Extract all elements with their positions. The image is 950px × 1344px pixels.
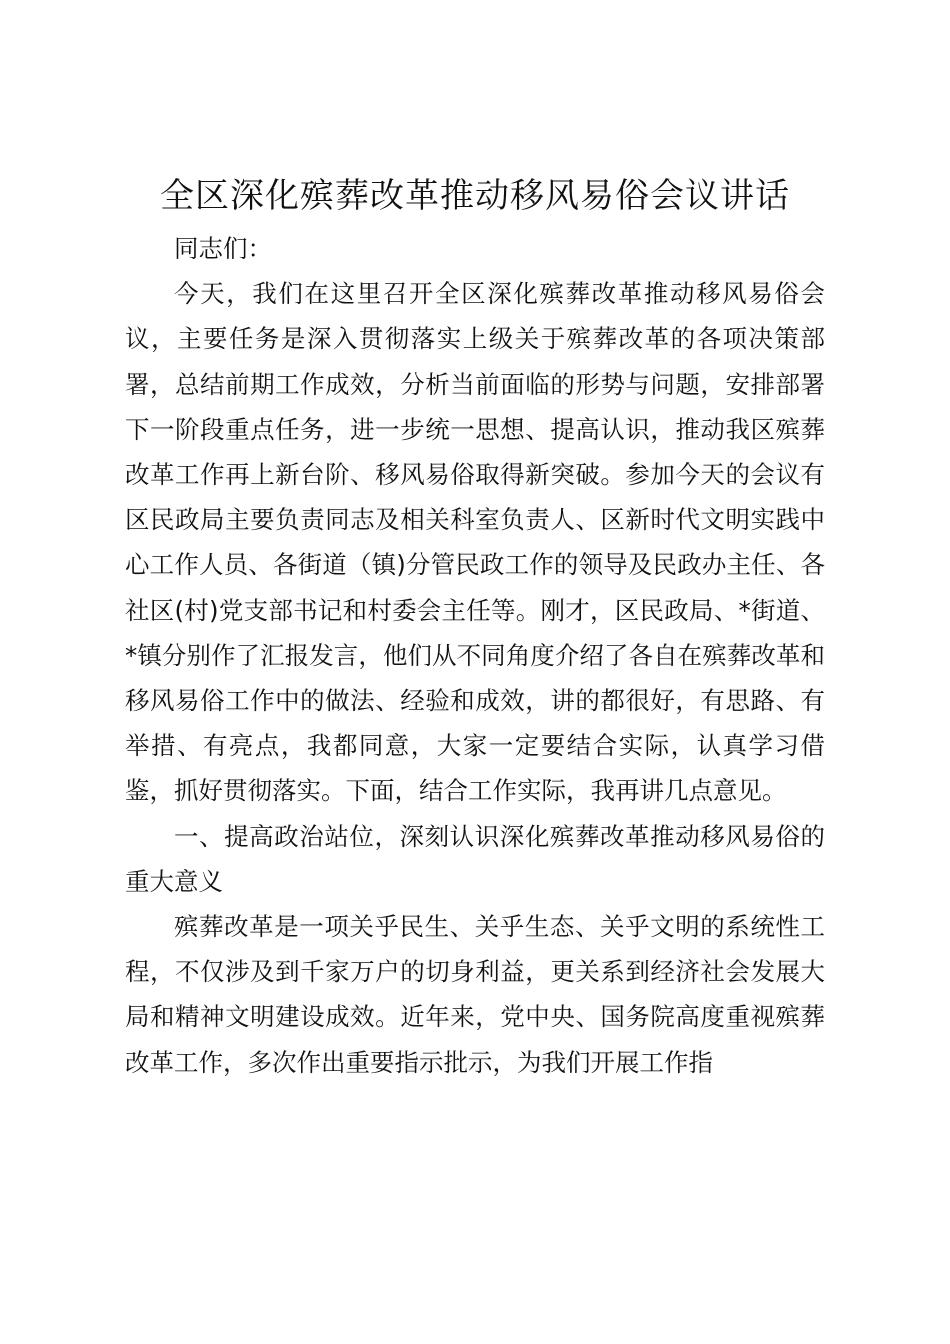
salutation: 同志们： — [174, 234, 272, 263]
paragraph-opening: 今天，我们在这里召开全区深化殡葬改革推动移风易俗会议，主要任务是深入贯彻落实上级关于殡葬改革的各项决策部署，总结前期工作成效，分析当前面临的形势与问题，安排部署下一阶段重点任务，进一步统一思想、提高认识，推动我区殡葬改革工作再上新台阶、移风易俗取得新突破。参加今天的会议有区民政局主要负责同志及相关科室负责人、区新时代文明实践中心工作人员、各街道（镇)分管民政工作的领导及民政办主任、各社区(村)党支部书记和村委会主任等。刚才，区民政局、*街道、*镇分别作了汇报发言，他们从不同角度介绍了各自在殡葬改革和移风易俗工作中的做法、经验和成效，讲的都很好，有思路、有举措、有亮点，我都同意，大家一定要结合实际，认真学习借鉴，抓好贯彻落实。下面，结合工作实际，我再讲几点意见。 — [125, 279, 825, 806]
document-title: 全区深化殡葬改革推动移风易俗会议讲话 — [160, 176, 790, 216]
section-heading-one: 一、提高政治站位，深刻认识深化殡葬改革推动移风易俗的重大意义 — [125, 821, 825, 896]
paragraph-section-one: 殡葬改革是一项关乎民生、关乎生态、关乎文明的系统性工程，不仅涉及到千家万户的切身利益，更关系到经济社会发展大局和精神文明建设成效。近年来，党中央、国务院高度重视殡葬改革工作，多次作出重要指示批示，为我们开展工作指 — [125, 912, 825, 1077]
document-body — [125, 226, 825, 1085]
